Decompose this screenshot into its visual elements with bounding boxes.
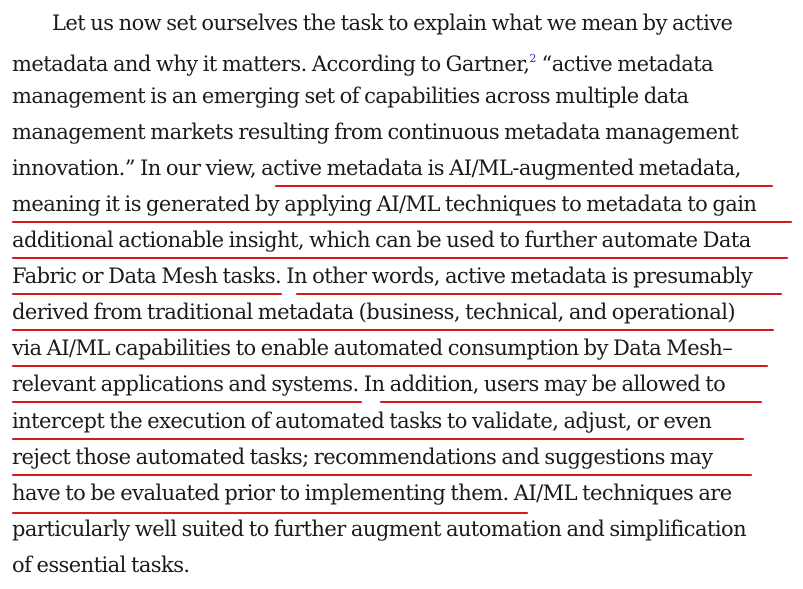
text-line: particularly well suited to further augment automation and simplification (12, 517, 747, 541)
underline-mark (275, 185, 773, 187)
underline-mark (12, 365, 768, 367)
text-line: innovation.” In our view, active metadata is AI/ML-augmented metadata, (12, 156, 741, 180)
underline-mark (12, 329, 774, 331)
underline-mark (12, 401, 362, 403)
text-line: derived from traditional metadata (business, technical, and operational) (12, 300, 736, 324)
footnote-reference[interactable]: 2 (529, 52, 537, 65)
text-line: additional actionable insight, which can be used to further automate Data (12, 228, 751, 252)
underline-mark (12, 512, 528, 514)
text-line: meaning it is generated by applying AI/ML techniques to metadata to gain (12, 192, 757, 216)
text-line: reject those automated tasks; recommendations and suggestions may (12, 445, 713, 469)
underline-mark (380, 401, 762, 403)
text-line: management is an emerging set of capabilities across multiple data (12, 84, 689, 108)
underline-mark (12, 221, 792, 223)
underline-mark (296, 293, 782, 295)
text-line (12, 41, 713, 77)
text-line: via AI/ML capabilities to enable automated consumption by Data Mesh– (12, 336, 733, 360)
text-line: of essential tasks. (12, 553, 190, 577)
text-line: have to be evaluated prior to implementing them. AI/ML techniques are (12, 481, 732, 505)
underline-mark (12, 293, 282, 295)
underline-mark (12, 257, 788, 259)
text-line: management markets resulting from continuous metadata management (12, 120, 739, 144)
text-line: Fabric or Data Mesh tasks. In other words, active metadata is presumably (12, 264, 753, 288)
text-segment: “active metadata (536, 52, 714, 76)
text-line: intercept the execution of automated tasks to validate, adjust, or even (12, 409, 712, 433)
text-segment: metadata and why it matters. According to Gartner, (12, 52, 530, 76)
text-line: Let us now set ourselves the task to explain what we mean by active (52, 11, 733, 35)
underline-mark (12, 474, 752, 476)
underline-mark (12, 438, 744, 440)
text-line: relevant applications and systems. In addition, users may be allowed to (12, 372, 726, 396)
